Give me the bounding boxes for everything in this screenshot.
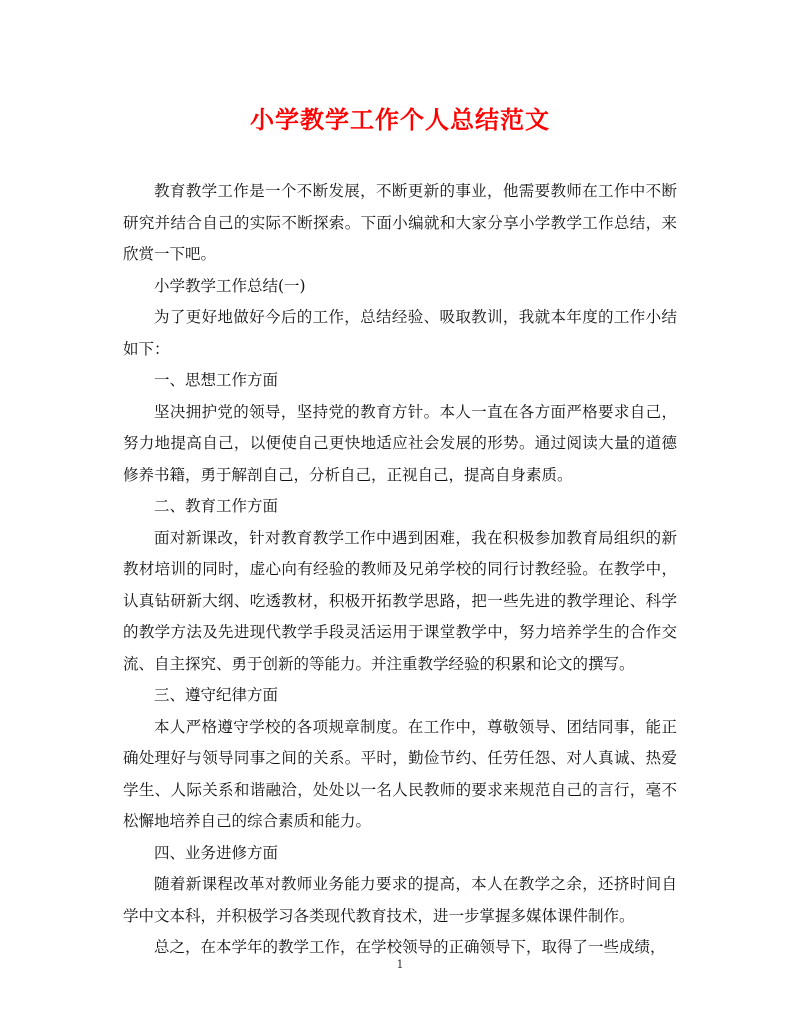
- discipline-paragraph: 本人严格遵守学校的各项规章制度。在工作中，尊敬领导、团结同事，能正确处理好与领导同事之间的关系。平时，勤俭节约、任劳任怨、对人真诚、热爱学生、人际关系和谐融洽，处处以一名人民教师的要求来规范自己的言行，毫不松懈地培养自己的综合素质和能力。: [123, 717, 677, 830]
- conclusion-paragraph: 总之，在本学年的教学工作，在学校领导的正确领导下，取得了一些成绩，: [154, 938, 666, 956]
- page-number: 1: [396, 958, 404, 971]
- section-heading-summary-one: 小学教学工作总结(一): [154, 276, 306, 295]
- heading-education: 二、教育工作方面: [154, 497, 279, 515]
- professional-development-paragraph: 随着新课程改革对教师业务能力要求的提高，本人在教学之余，还挤时间自学中文本科，并积极学习各类现代教育技术，进一步掌握多媒体课件制作。: [123, 875, 677, 925]
- document-title: 小学教学工作个人总结范文: [250, 105, 550, 134]
- ideology-paragraph: 坚决拥护党的领导，坚持党的教育方针。本人一直在各方面严格要求自己，努力地提高自己，以便使自己更快地适应社会发展的形势。通过阅读大量的道德修养书籍，勇于解剖自己，分析自己，正视自己，提高自身素质。: [123, 402, 677, 484]
- intro-paragraph: 教育教学工作是一个不断发展，不断更新的事业，他需要教师在工作中不断研究并结合自己的实际不断探索。下面小编就和大家分享小学教学工作总结，来欣赏一下吧。: [123, 182, 677, 263]
- education-paragraph: 面对新课改，针对教育教学工作中遇到困难，我在积极参加教育局组织的新教材培训的同时，虚心向有经验的教师及兄弟学校的同行讨教经验。在教学中，认真钻研新大纲、吃透教材，积极开拓教学思路，把一些先进的教学理论、科学的教学方法及先进现代教学手段灵活运用于课堂教学中，努力培养学生的合作交流、自主探究、勇于创新的等能力。并注重教学经验的积累和论文的撰写。: [123, 528, 677, 673]
- document-body: [123, 176, 677, 964]
- heading-professional-development: 四、业务进修方面: [154, 843, 279, 862]
- heading-ideology: 一、思想工作方面: [154, 371, 279, 389]
- heading-discipline: 三、遵守纪律方面: [154, 686, 279, 704]
- summary-intro-paragraph: 为了更好地做好今后的工作，总结经验、吸取教训，我就本年度的工作小结如下：: [123, 308, 677, 358]
